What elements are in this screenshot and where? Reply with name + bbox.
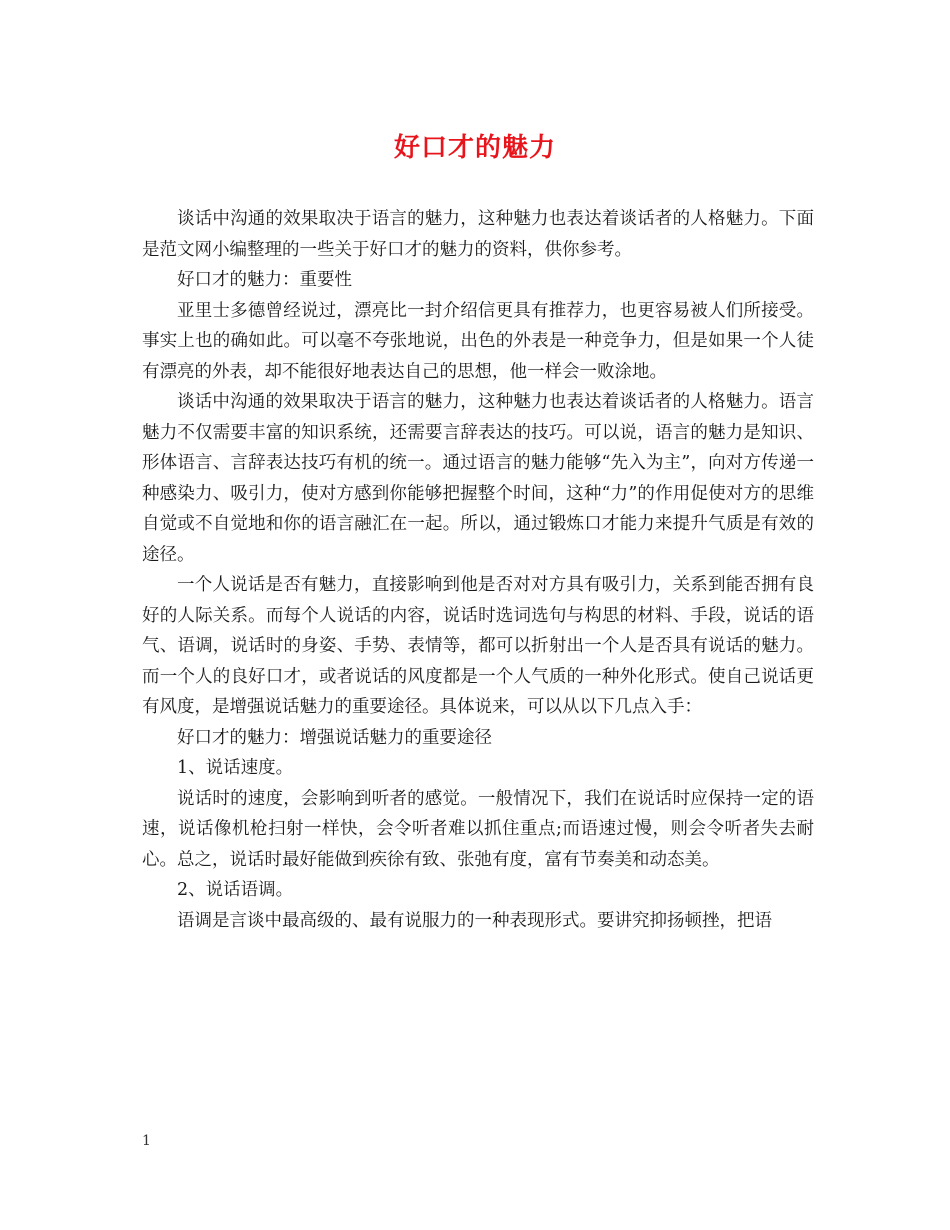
list-item-speed: 1、说话速度。 (177, 758, 294, 778)
paragraph-speed: 说话时的速度，会影响到听者的感觉。一般情况下，我们在说话时应保持一定的语速，说话像机枪扫射一样快，会令听者难以抓住重点;而语速过慢，则会令听者失去耐心。总之，说话时最好能做到疾徐有致、张弛有度，富有节奏美和动态美。 (142, 788, 814, 870)
document-title: 好口才的魅力 (393, 133, 556, 163)
paragraph-language-charm: 谈话中沟通的效果取决于语言的魅力，这种魅力也表达着谈话者的人格魅力。语言魅力不仅需要丰富的知识系统，还需要言辞表达的技巧。可以说，语言的魅力是知识、形体语言、言辞表达技巧有机的统一。通过语言的魅力能够“先入为主”，向对方传递一种感染力、吸引力，使对方感到你能够把握整个时间，这种“力”的作用促使对方的思维自觉或不自觉地和你的语言融汇在一起。所以，通过锻炼口才能力来提升气质是有效的途径。 (142, 392, 814, 565)
paragraph-aristotle: 亚里士多德曾经说过，漂亮比一封介绍信更具有推荐力，也更容易被人们所接受。事实上也的确如此。可以毫不夸张地说，出色的外表是一种竞争力，但是如果一个人徒有漂亮的外表，却不能很好地表达自己的思想，他一样会一败涂地。 (142, 300, 814, 382)
page-number: 1 (142, 1133, 151, 1149)
section-heading-methods: 好口才的魅力：增强说话魅力的重要途径 (177, 727, 492, 748)
paragraph-personal-charm: 一个人说话是否有魅力，直接影响到他是否对对方具有吸引力，关系到能否拥有良好的人际关系。而每个人说话的内容，说话时选词选句与构思的材料、手段，说话的语气、语调，说话时的身姿、手势、表情等，都可以折射出一个人是否具有说话的魅力。而一个人的良好口才，或者说话的风度都是一个人气质的一种外化形式。使自己说话更有风度，是增强说话魅力的重要途径。具体说来，可以从以下几点入手： (142, 575, 814, 717)
list-item-intonation: 2、说话语调。 (177, 880, 294, 900)
paragraph-intro: 谈话中沟通的效果取决于语言的魅力，这种魅力也表达着谈话者的人格魅力。下面是范文网小编整理的一些关于好口才的魅力的资料，供你参考。 (142, 209, 814, 260)
section-heading-importance: 好口才的魅力：重要性 (177, 270, 352, 290)
paragraph-intonation: 语调是言谈中最高级的、最有说服力的一种表现形式。要讲究抑扬顿挫，把语 (177, 910, 772, 931)
document-body (142, 204, 814, 936)
